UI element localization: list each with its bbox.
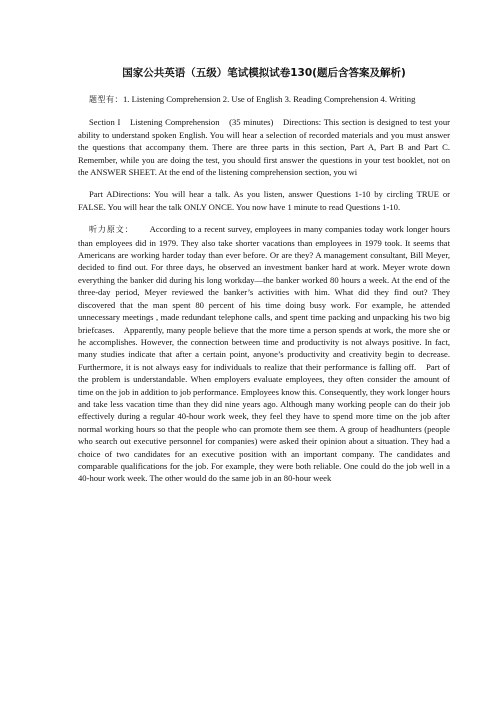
page-title: 国家公共英语（五级）笔试模拟试卷130(题后含答案及解析) (122, 67, 406, 79)
part-a-paragraph: Part ADirections: You will hear a talk. As you listen, answer Questions 1-10 by circling TRUE or FALSE. You will hear the talk ONLY ONCE. You now have 1 minute to read Questions 1-10. (78, 189, 450, 212)
question-types-list: 1. Listening Comprehension 2. Use of English 3. Reading Comprehension 4. Writing (123, 94, 416, 104)
section1-paragraph (78, 116, 459, 178)
transcript-label: 听力原文： (89, 225, 134, 235)
section1-heading: Section I Listening Comprehension (35 minutes) Directions: (89, 117, 322, 128)
question-types-paragraph (78, 93, 450, 106)
transcript-paragraph (78, 223, 450, 485)
transcript-text: According to a recent survey, employees in many companies today work longer hours than employees did in 1979. They also take shorter vacations than employees in 1979 took. It seems that Americans are working harder today than ever before. Or are they? A management consultant, Bill Meyer, decided to find out. For three days, he observed an investment banker hard at work. Meyer wrote down everything the banker did during his long workday—the banker worked 80 hours a week. At the end of the three-day period, Meyer reviewed the banker’s activities with him. What did they find out? They discovered that the man spent 80 percent of his time doing busy work. For example, he attended unnecessary meetings , made redundant telephone calls, and spent time packing and unpacking his two big briefcases. Apparently, many people believe that the more time a person spends at work, the more she or he accomplishes. However, the connection between time and productivity is not always positive. In fact, many studies indicate that after a certain point, anyone’s productivity and creativity begin to decrease. Furthermore, it is not always easy for individuals to realize that their performance is falling off. Part of the problem is understandable. When employers evaluate employees, they often consider the amount of time on the job in addition to job performance. Employees know this. Consequently, they work longer hours and take less vacation time than they did nine years ago. Although many working people can do their job effectively during a regular 40-hour work week, they feel they have to spend more time on the job after normal working hours so that the people who can promote them see them. A group of headhunters (people who search out executive personnel for companies) were asked their opinion about a situation. They had a choice of two candidates for an executive position with an important company. The candidates and comparable qualifications for the job. For example, they were both reliable. One could do the job well in a 40-hour work week. The other would do the same job in an 80-hour week (78, 224, 451, 484)
section1-directions: This section is designed to test your ability to understand spoken English. You will hear a selection of recorded materials and you must answer the questions that accompany them. There are three parts in this section, Part A, Part B and Part C. Remember, while you are doing the test, you should first answer the questions in your test booklet, not on the ANSWER SHEET. At the end of the listening comprehension section, you wi (78, 117, 459, 178)
question-types-label: 题型有： (89, 95, 123, 104)
